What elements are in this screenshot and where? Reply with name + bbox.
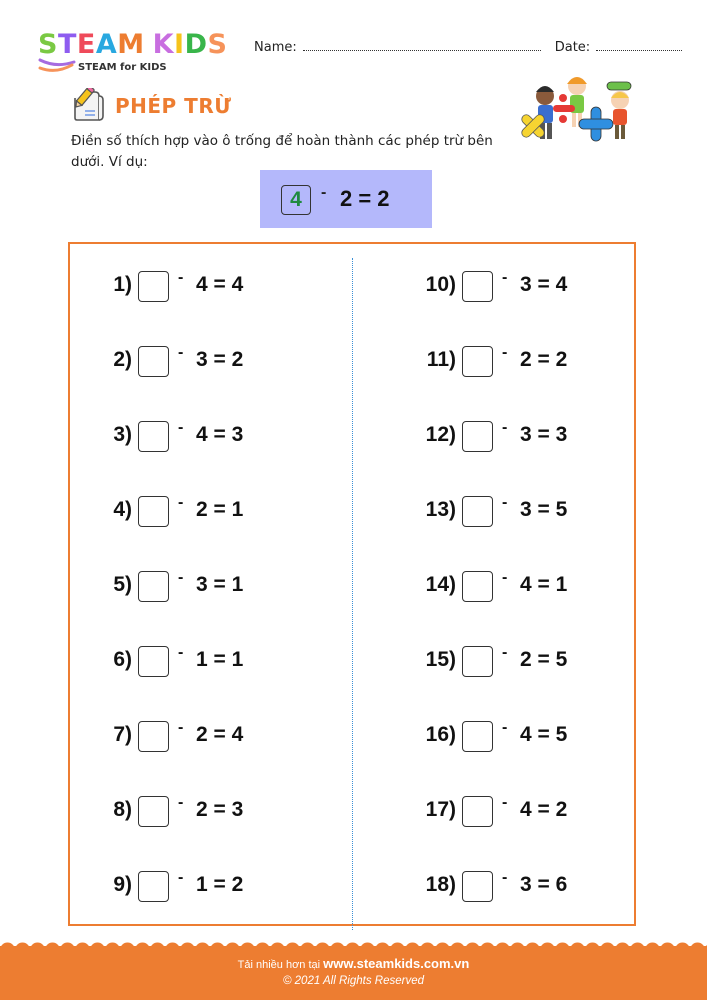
minus-sign: -	[178, 494, 184, 511]
equation-rest: 2 = 5	[520, 648, 568, 671]
minus-sign: -	[502, 719, 508, 736]
logo-letter: E	[76, 29, 96, 60]
logo-letter: S	[207, 29, 228, 60]
minus-sign: -	[178, 719, 184, 736]
equation-rest: 3 = 2	[196, 348, 244, 371]
problem-row	[96, 646, 296, 680]
problem-row	[96, 271, 296, 305]
problem-number: 9)	[113, 873, 132, 896]
logo-letter: S	[38, 29, 58, 60]
example-minus-sign: -	[321, 184, 327, 201]
name-field[interactable]	[303, 41, 541, 51]
minus-sign: -	[502, 644, 508, 661]
answer-box[interactable]	[462, 721, 493, 752]
minus-sign: -	[502, 869, 508, 886]
problem-row	[96, 571, 296, 605]
steam-kids-logo	[38, 30, 238, 74]
problem-number: 16)	[425, 723, 456, 746]
problem-number: 6)	[113, 648, 132, 671]
problem-row	[408, 796, 608, 830]
answer-box[interactable]	[138, 721, 169, 752]
logo-letter: K	[152, 29, 175, 60]
logo-tagline: STEAM for KIDS	[78, 62, 167, 73]
problem-row	[408, 271, 608, 305]
equation-rest: 4 = 2	[520, 798, 568, 821]
minus-sign: -	[502, 494, 508, 511]
problem-number: 13)	[425, 498, 456, 521]
problem-number: 17)	[425, 798, 456, 821]
name-label: Name:	[254, 40, 297, 55]
problem-row	[96, 421, 296, 455]
equation-rest: 3 = 5	[520, 498, 568, 521]
problem-number: 15)	[425, 648, 456, 671]
footer-website-link[interactable]: www.steamkids.com.vn	[323, 956, 470, 971]
example-equation: 2 = 2	[340, 186, 390, 211]
answer-box[interactable]	[462, 796, 493, 827]
minus-sign: -	[178, 794, 184, 811]
minus-sign: -	[178, 869, 184, 886]
problem-row	[96, 871, 296, 905]
problem-number: 18)	[425, 873, 456, 896]
equation-rest: 1 = 1	[196, 648, 244, 671]
equation-rest: 4 = 5	[520, 723, 568, 746]
problem-row	[408, 346, 608, 380]
kids-math-illustration	[515, 68, 640, 158]
problem-number: 1)	[113, 273, 132, 296]
problem-row	[408, 496, 608, 530]
answer-box[interactable]	[138, 496, 169, 527]
equation-rest: 4 = 3	[196, 423, 244, 446]
equation-rest: 4 = 1	[520, 573, 568, 596]
answer-box[interactable]	[138, 571, 169, 602]
equation-rest: 4 = 4	[196, 273, 244, 296]
name-date-fields	[254, 40, 682, 55]
footer-download-line	[0, 956, 707, 971]
equation-rest: 3 = 3	[520, 423, 568, 446]
problem-number: 7)	[113, 723, 132, 746]
answer-box[interactable]	[462, 421, 493, 452]
minus-sign: -	[502, 269, 508, 286]
logo-letter: A	[95, 29, 118, 60]
footer-prefix: Tải nhiều hơn tại	[237, 959, 321, 971]
problem-number: 8)	[113, 798, 132, 821]
equation-rest: 1 = 2	[196, 873, 244, 896]
minus-sign: -	[502, 344, 508, 361]
problem-row	[408, 646, 608, 680]
minus-sign: -	[502, 419, 508, 436]
minus-sign: -	[178, 269, 184, 286]
problem-row	[96, 721, 296, 755]
answer-box[interactable]	[462, 346, 493, 377]
problem-row	[96, 796, 296, 830]
column-divider	[352, 258, 353, 930]
logo-letter: T	[57, 29, 77, 60]
problem-number: 3)	[113, 423, 132, 446]
answer-box[interactable]	[462, 871, 493, 902]
equation-rest: 2 = 2	[520, 348, 568, 371]
footer-copyright: © 2021 All Rights Reserved	[282, 975, 424, 987]
logo-letter: I	[174, 29, 185, 60]
problem-number: 10)	[425, 273, 456, 296]
problem-row	[408, 721, 608, 755]
answer-box[interactable]	[462, 496, 493, 527]
answer-box[interactable]	[462, 271, 493, 302]
problem-number: 14)	[425, 573, 456, 596]
date-label: Date:	[554, 40, 591, 55]
logo-letter: M	[117, 29, 145, 60]
minus-sign: -	[502, 569, 508, 586]
equation-rest: 3 = 6	[520, 873, 568, 896]
equation-rest: 2 = 1	[196, 498, 244, 521]
problem-number: 4)	[113, 498, 132, 521]
footer	[0, 946, 707, 1000]
answer-box[interactable]	[462, 571, 493, 602]
problem-row	[96, 496, 296, 530]
equation-rest: 3 = 1	[196, 573, 244, 596]
problem-row	[408, 421, 608, 455]
page-title: PHÉP TRỪ	[115, 94, 232, 118]
minus-sign: -	[502, 794, 508, 811]
problem-number: 11)	[426, 348, 456, 371]
answer-box[interactable]	[138, 346, 169, 377]
problem-number: 2)	[113, 348, 132, 371]
answer-box[interactable]	[138, 871, 169, 902]
minus-sign: -	[178, 344, 184, 361]
answer-box[interactable]	[138, 796, 169, 827]
example-box	[260, 170, 432, 228]
problem-number: 5)	[113, 573, 132, 596]
logo-letter: D	[184, 29, 208, 60]
minus-sign: -	[178, 644, 184, 661]
problem-number: 12)	[425, 423, 456, 446]
logo-wordmark	[38, 30, 227, 60]
minus-sign: -	[178, 569, 184, 586]
problem-row	[96, 346, 296, 380]
problem-row	[408, 571, 608, 605]
answer-box[interactable]	[138, 421, 169, 452]
logo-swoosh-icon	[38, 58, 78, 74]
equation-rest: 2 = 3	[196, 798, 244, 821]
answer-box[interactable]	[138, 271, 169, 302]
equation-rest: 2 = 4	[196, 723, 244, 746]
answer-box[interactable]	[138, 646, 169, 677]
pencil-scroll-icon	[71, 88, 105, 122]
problem-row	[408, 871, 608, 905]
equation-rest: 3 = 4	[520, 273, 568, 296]
example-answer-box: 4	[281, 185, 311, 215]
answer-box[interactable]	[462, 646, 493, 677]
minus-sign: -	[178, 419, 184, 436]
instructions-text: Điền số thích hợp vào ô trống để hoàn thành các phép trừ bên dưới. Ví dụ:	[71, 133, 493, 170]
date-field[interactable]	[596, 41, 682, 51]
